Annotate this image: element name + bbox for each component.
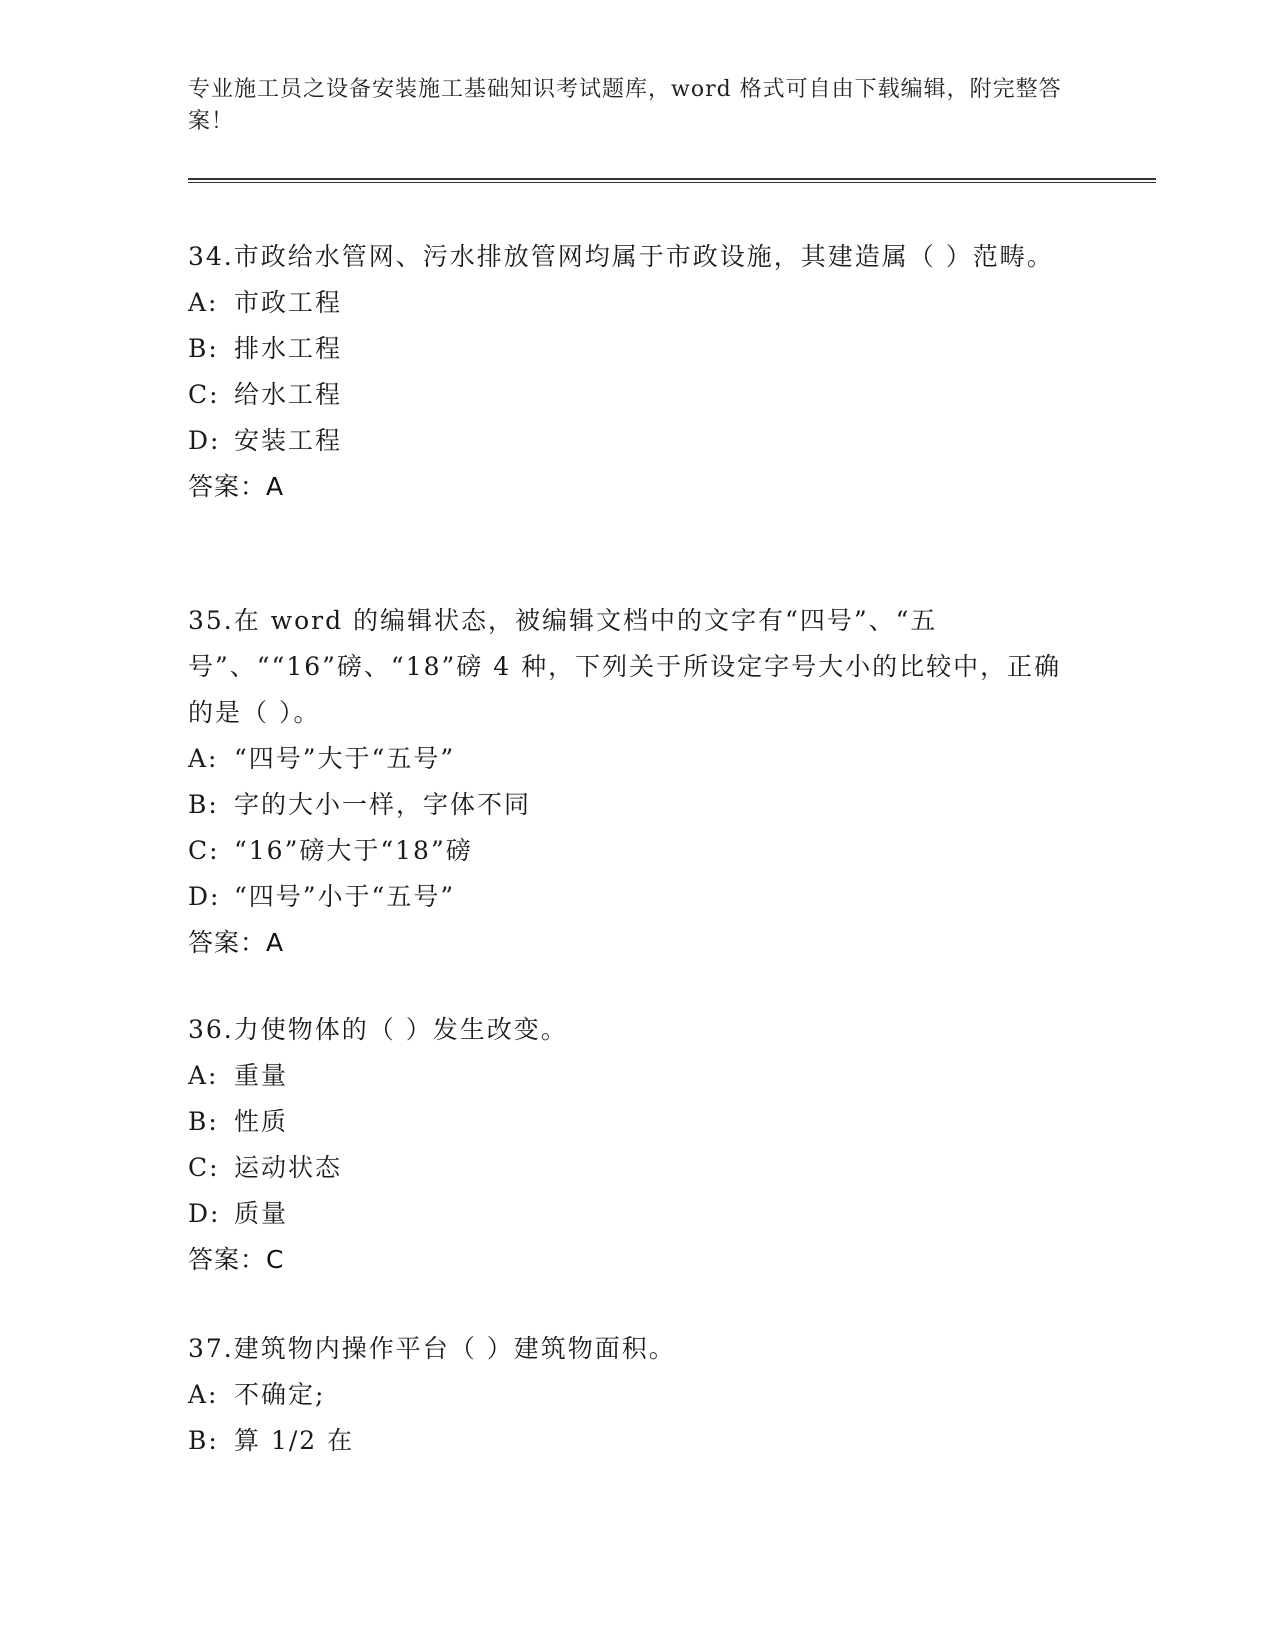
option-text: 性质 <box>234 1107 289 1136</box>
option-letter: A: <box>188 744 219 773</box>
header-divider <box>188 178 1156 183</box>
answer-line: 答案：A <box>188 472 285 501</box>
question-stem: 36.力使物体的（ ）发生改变。 <box>188 1015 568 1044</box>
option-a[interactable] <box>188 280 1068 326</box>
option-text: 算 1/2 在 <box>234 1426 355 1455</box>
option-letter: B: <box>188 1426 219 1455</box>
option-d[interactable] <box>188 874 1068 920</box>
option-text: 市政工程 <box>234 288 343 317</box>
option-letter: A: <box>188 1380 219 1409</box>
document-header: 专业施工员之设备安装施工基础知识考试题库，word 格式可自由下载编辑，附完整答案！ <box>188 77 1062 134</box>
option-d[interactable] <box>188 418 1068 464</box>
option-text: 排水工程 <box>234 334 343 363</box>
option-a[interactable] <box>188 1053 1068 1099</box>
option-text: 给水工程 <box>234 380 343 409</box>
question-stem: 35.在 word 的编辑状态，被编辑文档中的文字有“四号”、“五号”、““16”磅、“18”磅 4 种，下列关于所设定字号大小的比较中，正确的是（ ）。 <box>188 606 1062 727</box>
option-text: 安装工程 <box>234 426 343 455</box>
question-37 <box>188 1326 1068 1464</box>
question-34 <box>188 234 1068 510</box>
option-text: “四号”小于“五号” <box>234 882 456 911</box>
option-text: “四号”大于“五号” <box>234 744 456 773</box>
option-d[interactable] <box>188 1191 1068 1237</box>
question-36 <box>188 1007 1068 1283</box>
option-a[interactable] <box>188 736 1068 782</box>
option-letter: C: <box>188 380 220 409</box>
option-letter: D: <box>188 1199 221 1228</box>
option-b[interactable] <box>188 1099 1068 1145</box>
option-text: 重量 <box>234 1061 289 1090</box>
question-stem: 34.市政给水管网、污水排放管网均属于市政设施，其建造属（ ）范畴。 <box>188 242 1054 271</box>
question-35 <box>188 598 1068 966</box>
option-letter: C: <box>188 1153 220 1182</box>
option-b[interactable] <box>188 326 1068 372</box>
option-text: 运动状态 <box>234 1153 343 1182</box>
option-text: 质量 <box>234 1199 289 1228</box>
option-letter: C: <box>188 836 220 865</box>
answer-line: 答案：C <box>188 1245 285 1274</box>
option-b[interactable] <box>188 782 1068 828</box>
option-letter: D: <box>188 882 221 911</box>
option-c[interactable] <box>188 372 1068 418</box>
option-text: 字的大小一样，字体不同 <box>234 790 532 819</box>
option-a[interactable] <box>188 1372 1068 1418</box>
option-text: “16”磅大于“18”磅 <box>234 836 473 865</box>
question-stem: 37.建筑物内操作平台（ ）建筑物面积。 <box>188 1334 676 1363</box>
option-letter: B: <box>188 334 219 363</box>
option-letter: A: <box>188 1061 219 1090</box>
option-letter: B: <box>188 790 219 819</box>
option-c[interactable] <box>188 1145 1068 1191</box>
option-c[interactable] <box>188 828 1068 874</box>
option-letter: B: <box>188 1107 219 1136</box>
option-text: 不确定; <box>234 1380 326 1409</box>
option-letter: A: <box>188 288 219 317</box>
option-b[interactable] <box>188 1418 1068 1464</box>
option-letter: D: <box>188 426 221 455</box>
answer-line: 答案：A <box>188 928 285 957</box>
